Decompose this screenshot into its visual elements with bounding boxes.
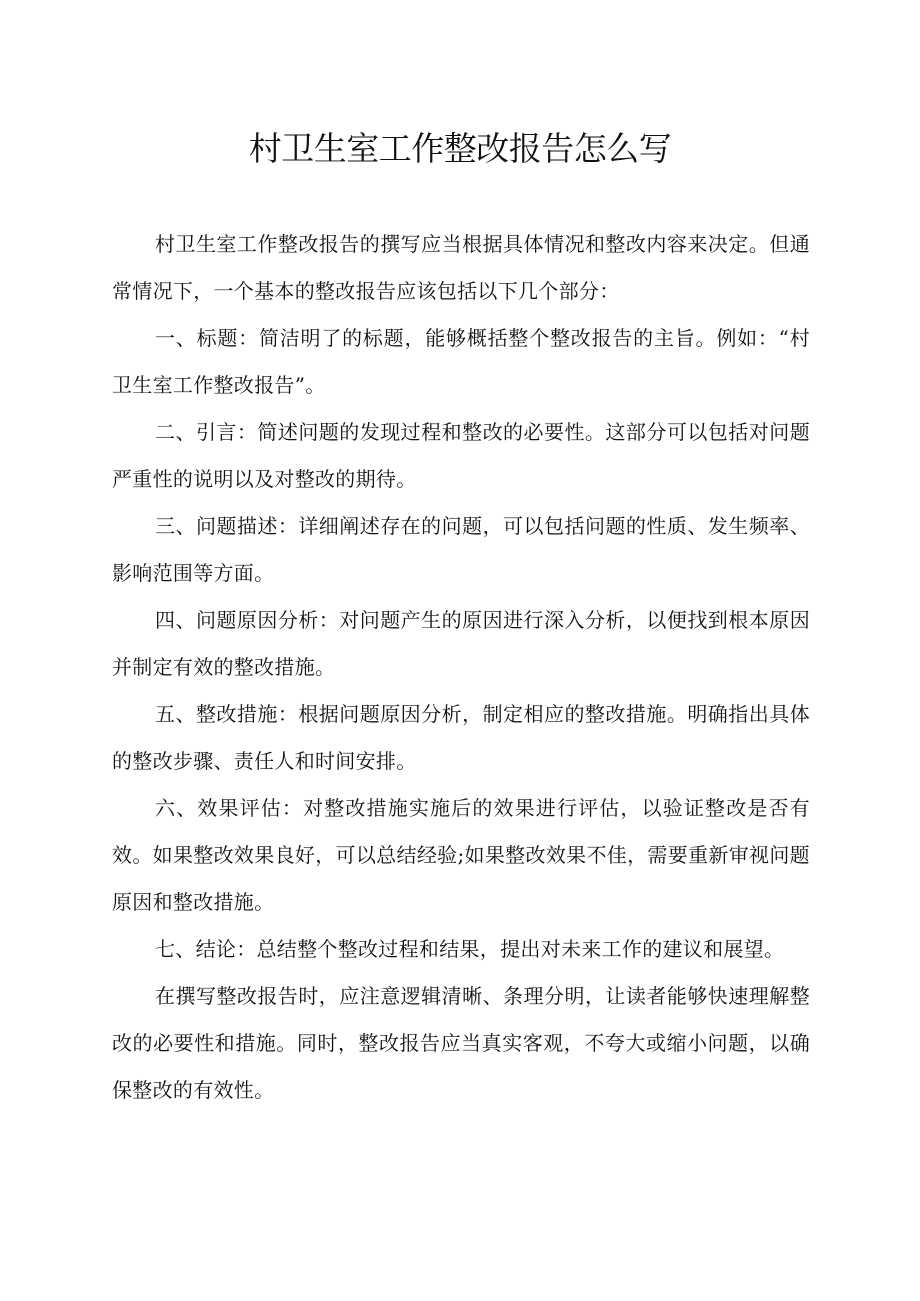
paragraph-writing-notes: 在撰写整改报告时，应注意逻辑清晰、条理分明，让读者能够快速理解整改的必要性和措施。同时，整改报告应当真实客观，不夸大或缩小问题，以确保整改的有效性。 — [112, 984, 810, 1102]
paragraph-rectification-measures: 五、整改措施：根据问题原因分析，制定相应的整改措施。明确指出具体的整改步骤、责任人和时间安排。 — [112, 702, 810, 773]
paragraph-conclusion: 七、结论：总结整个整改过程和结果，提出对未来工作的建议和展望。 — [155, 937, 785, 961]
document-body — [112, 221, 810, 1114]
paragraph-cause-analysis: 四、问题原因分析：对问题产生的原因进行深入分析，以便找到根本原因并制定有效的整改措施。 — [112, 608, 810, 679]
paragraph-title-section: 一、标题：简洁明了的标题，能够概括整个整改报告的主旨。例如：“村卫生室工作整改报告”。 — [112, 326, 810, 397]
paragraph-effect-evaluation: 六、效果评估：对整改措施实施后的效果进行评估，以验证整改是否有效。如果整改效果良好，可以总结经验;如果整改效果不佳，需要重新审视问题原因和整改措施。 — [112, 796, 810, 914]
paragraph-intro: 村卫生室工作整改报告的撰写应当根据具体情况和整改内容来决定。但通常情况下，一个基本的整改报告应该包括以下几个部分： — [112, 232, 810, 303]
paragraph-problem-description: 三、问题描述：详细阐述存在的问题，可以包括问题的性质、发生频率、影响范围等方面。 — [112, 514, 810, 585]
document-title: 村卫生室工作整改报告怎么写 — [248, 129, 672, 168]
paragraph-introduction-section: 二、引言：简述问题的发现过程和整改的必要性。这部分可以包括对问题严重性的说明以及对整改的期待。 — [112, 420, 810, 491]
